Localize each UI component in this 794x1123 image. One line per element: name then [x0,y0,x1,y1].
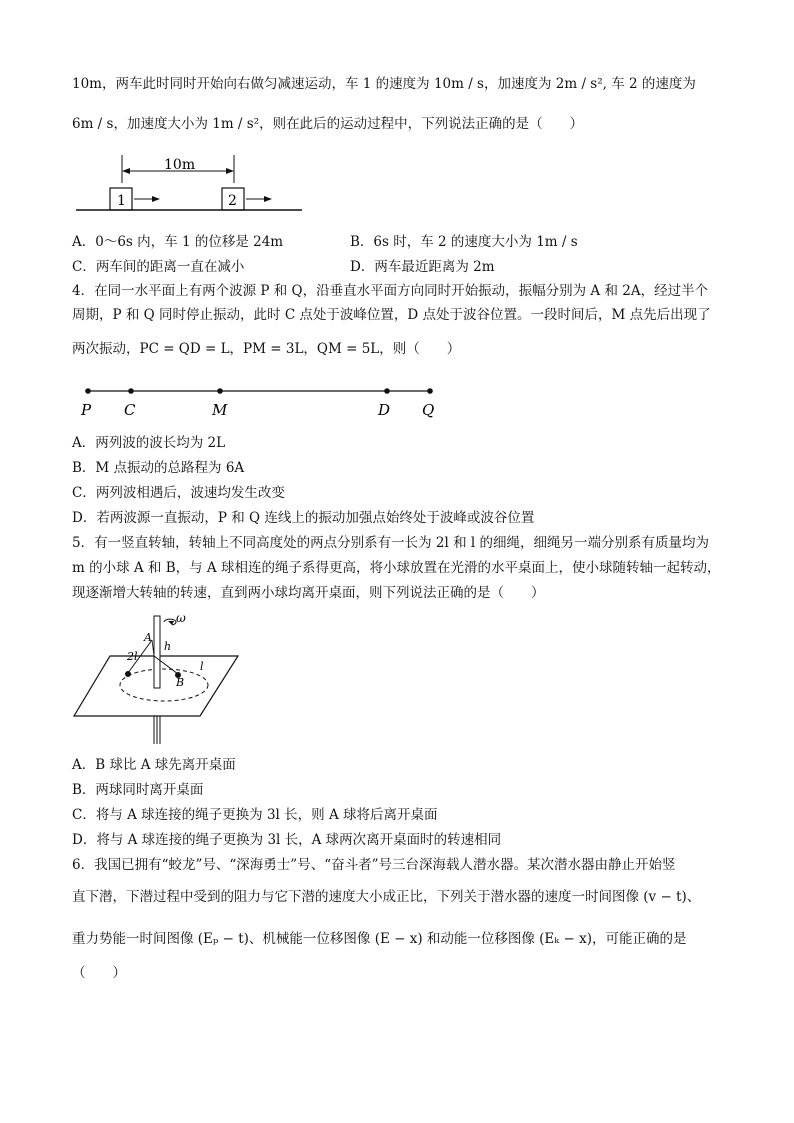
q6-line-2: 直下潜，下潜过程中受到的阻力与它下潜的速度大小成正比，下列关于潜水器的速度一时间图像 (v − t)、 [72,889,701,905]
point-c [128,388,134,394]
q3-line-1: 10m，两车此时同时开始向右做匀减速运动，车 1 的速度为 10m / s，加速度为 2m / s², 车 2 的速度为 [72,76,696,92]
point-p [85,388,91,394]
point-m [217,388,223,394]
q4-wave-sources-figure [78,383,458,423]
q3-option-a: A．0～6s 内，车 1 的位移是 24m [72,234,284,250]
q3-cars-figure [76,155,316,215]
point-d [384,388,390,394]
q5-option-b: B．两球同时离开桌面 [72,782,204,798]
q5-option-d: D．将与 A 球连接的绳子更换为 3l 长，A 球两次离开桌面时的转速相同 [72,832,502,848]
q5-option-a: A．B 球比 A 球先离开桌面 [72,757,236,773]
label-l: l [200,660,204,673]
q5-line-2: m 的小球 A 和 B，与 A 球相连的绳子系得更高，将小球放置在光滑的水平桌面上，使小球随转轴一起转动， [72,560,721,576]
label-a: A [144,631,152,644]
rotating-shaft [154,616,160,688]
q5-line-1: 5．有一竖直转轴，转轴上不同高度处的两点分别系有一长为 2l 和 l 的细绳，细绳另一端分别系有质量均为 [72,535,709,551]
q4-line-3: 两次振动，PC = QD = L，PM = 3L，QM = 5L，则（ ） [72,341,461,357]
ball-a [125,671,131,677]
q5-option-c: C．将与 A 球连接的绳子更换为 3l 长，则 A 球将后离开桌面 [72,807,438,823]
car-2-label: 2 [228,193,237,209]
q4-option-b: B．M 点振动的总路程为 6A [72,460,245,476]
label-d: D [378,401,391,419]
q4-line-1: 4．在同一水平面上有两个波源 P 和 Q，沿垂直水平面方向同时开始振动，振幅分别为 A 和 2A，经过半个 [72,283,709,299]
label-q: Q [422,401,435,419]
omega-label: ω [176,611,186,625]
q6-line-1: 6．我国已拥有“蛟龙”号、“深海勇士”号、“奋斗者”号三台深海载人潜水器。某次潜水器由静止开始竖 [72,857,676,873]
q5-line-3: 现逐渐增大转轴的转速，直到两小球均离开桌面，则下列说法正确的是（ ） [72,585,545,601]
q3-option-b: B．6s 时，车 2 的速度大小为 1m / s [350,234,578,250]
label-2l: 2l [127,650,138,663]
label-h: h [164,640,172,653]
label-p: P [81,401,92,419]
q3-line-2: 6m / s，加速度大小为 1m / s²，则在此后的运动过程中，下列说法正确的是（ ） [72,116,584,132]
label-m: M [212,401,228,419]
q6-line-3: 重力势能一时间图像 (Eₚ − t)、机械能一位移图像 (E − x) 和动能一位移图像 (Eₖ − x)，可能正确的是 [72,931,687,947]
q4-option-d: D．若两波源一直振动，P 和 Q 连线上的振动加强点始终处于波峰或波谷位置 [72,510,535,526]
label-c: C [124,401,136,419]
q5-rotating-shaft-figure [72,608,252,748]
car-1-label: 1 [117,193,126,209]
q4-option-c: C．两列波相遇后，波速均发生改变 [72,485,285,501]
q6-line-4: （ ） [72,965,126,981]
distance-label: 10m [164,157,196,173]
q3-option-c: C．两车间的距离一直在减小 [72,259,245,275]
label-b: B [176,676,185,689]
q4-option-a: A．两列波的波长均为 2L [72,435,226,451]
q3-option-d: D．两车最近距离为 2m [350,259,495,275]
q4-line-2: 周期，P 和 Q 同时停止振动，此时 C 点处于波峰位置，D 点处于波谷位置。一段时间后，M 点先后出现了 [72,307,711,323]
point-q [427,388,433,394]
